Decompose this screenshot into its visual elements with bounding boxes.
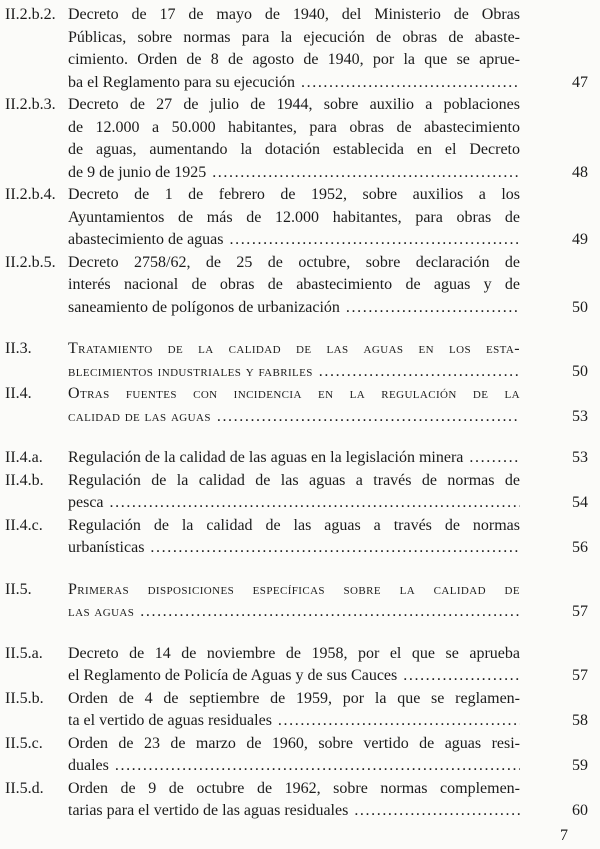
toc-entry-line: de aguas, aumentando la dotación establecida en el Decreto (68, 141, 520, 158)
toc-entry-line (68, 537, 520, 560)
toc-entry-text (68, 383, 520, 428)
toc-entry (5, 688, 588, 733)
toc-entry (5, 4, 588, 94)
toc-entry-line (68, 710, 520, 733)
toc-entry-page: 49 (572, 231, 588, 248)
toc-entry-line: de 12.000 a 50.000 habitantes, para obras de abastecimiento (68, 118, 520, 136)
toc-entry-line: Tratamiento de la calidad de las aguas en los esta- (68, 340, 520, 357)
toc-entry-number: II.5. (5, 580, 32, 598)
toc-entry-line (68, 297, 520, 320)
toc-entry-line-text: abastecimiento de aguas (68, 231, 224, 248)
toc-entry-page: 48 (572, 163, 588, 181)
toc-entry-number: II.2.b.2. (5, 6, 56, 23)
toc-entry-page: 50 (572, 298, 588, 316)
toc-entry-text (68, 338, 520, 383)
dot-leader (469, 447, 520, 470)
toc-entry-number: II.2.b.4. (5, 186, 56, 203)
toc-entry-text (68, 470, 520, 515)
toc-entry-text (68, 733, 520, 778)
toc-entry-line-text: tarias para el vertido de las aguas residuales (68, 802, 349, 819)
toc-entry-line: cimiento. Orden de 8 de agosto de 1940, por la que se aprue- (68, 51, 520, 68)
toc-entry-line-text: pesca (68, 494, 104, 511)
toc-entry-line-text: saneamiento de polígonos de urbanización (68, 298, 340, 316)
dot-leader (403, 665, 520, 688)
toc-entry-line: interés nacional de obras de abastecimiento de aguas y de (68, 276, 520, 293)
toc-entry-line (68, 406, 520, 429)
toc-entry-line (68, 162, 520, 185)
toc-entry-line-text: el Reglamento de Policía de Aguas y de sus Cauces (68, 667, 398, 684)
toc-entry-text (68, 184, 520, 252)
toc-entry-number: II.4.b. (5, 471, 44, 489)
toc-entry-number: II.5.d. (5, 779, 44, 797)
toc-entry-page: 54 (572, 494, 588, 511)
toc-entry-page: 50 (572, 362, 588, 380)
toc-entry-text (68, 643, 520, 688)
toc-entry-number: II.5.c. (5, 734, 43, 752)
toc-entry-text (68, 252, 520, 320)
toc-entry-line (68, 361, 520, 384)
toc-entry-line-text: blecimientos industriales y fabriles (68, 362, 313, 380)
toc-entry-line (68, 800, 520, 823)
toc-entry-line-text: ba el Reglamento para su ejecución (68, 73, 296, 91)
toc-entry-page: 53 (572, 407, 588, 425)
toc-entry-line: Ayuntamientos de más de 12.000 habitantes, para obras de (68, 208, 520, 226)
toc-entry-line-text: duales (68, 757, 109, 774)
toc-entry-page: 57 (572, 603, 588, 620)
toc-entry-line-text: calidad de las aguas (68, 407, 211, 425)
toc-entry-page: 47 (572, 73, 588, 91)
toc-entry-line (68, 447, 520, 470)
toc-entry (5, 383, 588, 428)
toc-entry-page: 60 (572, 802, 588, 819)
dot-leader (110, 492, 520, 515)
toc-entry-line: Regulación de la calidad de las aguas a través de normas de (68, 471, 520, 489)
toc-entry-text (68, 688, 520, 733)
toc-entry-number: II.2.b.5. (5, 253, 56, 271)
toc-entry-line: Otras fuentes con incidencia en la regulación de la (68, 385, 520, 402)
toc-entry-line-text: ta el vertido de aguas residuales (68, 712, 272, 729)
toc-entry-text (68, 515, 520, 560)
toc-entry (5, 94, 588, 184)
toc-entry (5, 338, 588, 383)
toc-entry-line-text: Regulación de la calidad de las aguas en la legislación minera (68, 449, 464, 466)
toc-entry-number: II.2.b.3. (5, 96, 56, 113)
dot-leader (140, 601, 520, 624)
dot-leader (212, 162, 520, 185)
toc-entry-line: Públicas, sobre normas para la ejecución de obras de abaste- (68, 28, 520, 46)
toc-entry-line-text: urbanísticas (68, 539, 145, 556)
toc-entry-text (68, 4, 520, 94)
toc-entry (5, 184, 588, 252)
table-of-contents (5, 4, 588, 823)
toc-entry (5, 733, 588, 778)
toc-entry-page: 59 (572, 757, 588, 774)
dot-leader (354, 800, 520, 823)
dot-leader (217, 406, 520, 429)
toc-entry (5, 778, 588, 823)
dot-leader (115, 755, 520, 778)
toc-entry-line: Decreto 2758/62, de 25 de octubre, sobre declaración de (68, 253, 520, 271)
toc-entry-line: Regulación de la calidad de las aguas a través de normas (68, 516, 520, 534)
toc-entry-line: Decreto de 17 de mayo de 1940, del Ministerio de Obras (68, 6, 520, 23)
toc-entry-line: Orden de 23 de marzo de 1960, sobre vertido de aguas resi- (68, 734, 520, 752)
toc-entry-number: II.4.a. (5, 449, 43, 466)
toc-entry (5, 470, 588, 515)
toc-entry-line (68, 665, 520, 688)
toc-entry-line: Primeras disposiciones específicas sobre la calidad de (68, 580, 520, 598)
toc-entry-text (68, 579, 520, 624)
dot-leader (301, 72, 520, 95)
toc-entry-number: II.5.b. (5, 689, 44, 707)
toc-entry (5, 252, 588, 320)
toc-entry-text (68, 447, 520, 470)
toc-entry-text (68, 94, 520, 184)
toc-entry-line-text: de 9 de junio de 1925 (68, 163, 207, 181)
toc-entry-page: 58 (572, 712, 588, 729)
toc-entry-text (68, 778, 520, 823)
toc-entry-line: Decreto de 27 de julio de 1944, sobre auxilio a poblaciones (68, 96, 520, 113)
dot-leader (230, 229, 521, 252)
toc-entry (5, 643, 588, 688)
dot-leader (346, 297, 520, 320)
page-number: 7 (560, 826, 568, 844)
toc-entry-number: II.5.a. (5, 644, 43, 662)
toc-entry-number: II.3. (5, 340, 32, 357)
toc-entry-line (68, 601, 520, 624)
toc-entry-line (68, 755, 520, 778)
toc-entry-page: 57 (572, 667, 588, 684)
page-footer (5, 825, 588, 848)
dot-leader (319, 361, 520, 384)
toc-entry-page: 53 (572, 449, 588, 466)
toc-entry-line: Orden de 9 de octubre de 1962, sobre normas complemen- (68, 779, 520, 797)
toc-entry-line: Decreto de 14 de noviembre de 1958, por el que se aprueba (68, 644, 520, 662)
toc-entry-number: II.4.c. (5, 516, 43, 534)
toc-entry-line (68, 229, 520, 252)
toc-entry-line (68, 72, 520, 95)
toc-entry-line: Orden de 4 de septiembre de 1959, por la que se reglamen- (68, 689, 520, 707)
toc-entry-number: II.4. (5, 385, 32, 402)
toc-entry (5, 579, 588, 624)
dot-leader (150, 537, 520, 560)
toc-entry-line (68, 492, 520, 515)
toc-entry (5, 515, 588, 560)
toc-entry (5, 447, 588, 470)
toc-entry-line-text: las aguas (68, 603, 135, 620)
dot-leader (278, 710, 520, 733)
toc-entry-page: 56 (572, 539, 588, 556)
toc-entry-line: Decreto de 1 de febrero de 1952, sobre auxilios a los (68, 186, 520, 203)
